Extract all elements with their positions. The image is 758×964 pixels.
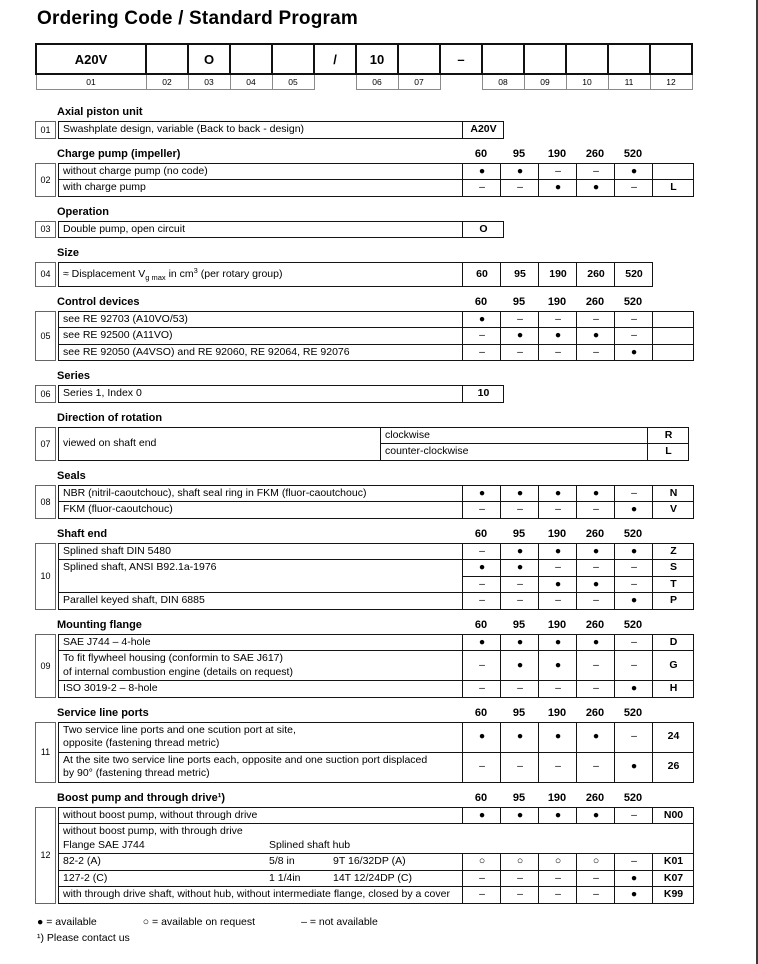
section-07 bbox=[35, 411, 735, 461]
availability-cell: – bbox=[539, 311, 577, 328]
availability-cell: – bbox=[577, 163, 615, 180]
availability-cell: ● bbox=[539, 807, 577, 824]
size-column-header: 520 bbox=[623, 791, 643, 804]
section-number: 10 bbox=[35, 543, 56, 610]
size-column-header: 520 bbox=[623, 527, 643, 540]
size-column-header: 95 bbox=[512, 706, 526, 719]
availability-cell: – bbox=[577, 870, 615, 887]
availability-cell: ● bbox=[501, 328, 539, 345]
ordering-code-cell bbox=[146, 44, 188, 74]
availability-cell: – bbox=[577, 502, 615, 519]
size-column-header: 95 bbox=[512, 618, 526, 631]
availability-cell: ● bbox=[615, 752, 653, 782]
availability-cell: – bbox=[463, 502, 501, 519]
rotation-direction-label: counter-clockwise bbox=[381, 444, 648, 461]
legend-available: ● = available bbox=[37, 915, 97, 928]
section-heading: Service line ports bbox=[57, 706, 149, 719]
section-10 bbox=[35, 527, 735, 610]
row-label: with charge pump bbox=[59, 180, 463, 197]
code-cell: 24 bbox=[653, 722, 694, 752]
availability-cell: – bbox=[539, 344, 577, 361]
availability-cell: – bbox=[463, 752, 501, 782]
ordering-code-cell bbox=[608, 44, 650, 74]
availability-cell: – bbox=[501, 576, 539, 593]
availability-cell: ● bbox=[577, 485, 615, 502]
row-label: Two service line ports and one scution port at site, opposite (fastening thread metric) bbox=[59, 722, 463, 752]
row-label: without boost pump, with through drive Flange SAE J744 Splined shaft hub bbox=[59, 824, 694, 854]
section-heading: Series bbox=[57, 370, 91, 382]
availability-cell: ● bbox=[615, 502, 653, 519]
code-cell: P bbox=[653, 593, 694, 610]
availability-cell: ● bbox=[577, 634, 615, 651]
row-label: SAE J744 – 4-hole bbox=[59, 634, 463, 651]
row-label: ≈ Displacement $V_{g max}$ in $cm^3$ (per rotary group) bbox=[59, 263, 463, 287]
ordering-code-position: 03 bbox=[188, 74, 230, 90]
availability-cell: – bbox=[615, 722, 653, 752]
availability-cell: – bbox=[463, 344, 501, 361]
size-column-header: 260 bbox=[585, 706, 605, 719]
availability-cell: – bbox=[615, 634, 653, 651]
availability-cell: ● bbox=[539, 722, 577, 752]
availability-cell: ● bbox=[615, 681, 653, 698]
section-02 bbox=[35, 147, 735, 197]
size-column-header: 95 bbox=[512, 527, 526, 540]
section-number: 01 bbox=[35, 121, 56, 139]
availability-cell: – bbox=[501, 752, 539, 782]
ordering-sections bbox=[35, 105, 735, 904]
ordering-code-cell bbox=[230, 44, 272, 74]
section-table bbox=[58, 262, 653, 287]
row-label: FKM (fluor-caoutchouc) bbox=[59, 502, 463, 519]
availability-cell: ● bbox=[501, 634, 539, 651]
availability-cell: – bbox=[539, 502, 577, 519]
availability-cell: – bbox=[577, 311, 615, 328]
row-label: Splined shaft DIN 5480 bbox=[59, 543, 463, 560]
availability-cell: ● bbox=[501, 485, 539, 502]
code-cell: L bbox=[653, 180, 694, 197]
availability-cell: – bbox=[463, 328, 501, 345]
availability-cell: – bbox=[615, 854, 653, 871]
row-label: NBR (nitril-caoutchouc), shaft seal ring in FKM (fluor-caoutchouc) bbox=[59, 485, 463, 502]
footnote-contact-us: ¹) Please contact us bbox=[37, 931, 130, 944]
size-column-header: 520 bbox=[623, 295, 643, 308]
availability-cell: – bbox=[501, 180, 539, 197]
ordering-code-cell: – bbox=[440, 44, 482, 74]
code-cell: R bbox=[648, 427, 689, 444]
hub-size: 1 1/4in bbox=[269, 871, 301, 884]
ordering-code-position: 07 bbox=[398, 74, 440, 90]
availability-cell: – bbox=[577, 752, 615, 782]
ordering-code-position: 08 bbox=[482, 74, 524, 90]
availability-cell: ● bbox=[615, 344, 653, 361]
ordering-code-position: 10 bbox=[566, 74, 608, 90]
availability-cell: – bbox=[539, 887, 577, 904]
ordering-code-position: 06 bbox=[356, 74, 398, 90]
availability-cell: – bbox=[577, 887, 615, 904]
section-table bbox=[58, 807, 694, 904]
availability-cell: ● bbox=[501, 651, 539, 681]
ordering-code-position: 04 bbox=[230, 74, 272, 90]
section-08 bbox=[35, 469, 735, 519]
size-value-cell: 60 bbox=[463, 263, 501, 287]
section-table bbox=[58, 221, 504, 239]
code-cell bbox=[653, 163, 694, 180]
section-heading: Axial piston unit bbox=[57, 106, 143, 118]
section-table bbox=[58, 722, 694, 783]
section-number: 03 bbox=[35, 221, 56, 239]
availability-cell: ● bbox=[615, 543, 653, 560]
ordering-code-cell: / bbox=[314, 44, 356, 74]
ordering-code-positions-row bbox=[36, 74, 692, 90]
code-cell bbox=[653, 344, 694, 361]
ordering-code-position: 05 bbox=[272, 74, 314, 90]
size-column-header: 60 bbox=[474, 706, 488, 719]
section-table bbox=[58, 485, 694, 519]
size-column-header: 520 bbox=[623, 147, 643, 160]
ordering-code-cell bbox=[398, 44, 440, 74]
section-number: 08 bbox=[35, 485, 56, 519]
availability-cell: – bbox=[577, 681, 615, 698]
code-cell: O bbox=[463, 221, 504, 238]
size-column-headers bbox=[462, 295, 652, 309]
section-number: 05 bbox=[35, 311, 56, 362]
availability-cell: – bbox=[615, 180, 653, 197]
availability-cell: ● bbox=[539, 543, 577, 560]
size-column-header: 60 bbox=[474, 791, 488, 804]
code-cell: 10 bbox=[463, 386, 504, 403]
section-number: 04 bbox=[35, 262, 56, 287]
ordering-code-cell bbox=[650, 44, 692, 74]
availability-cell: ● bbox=[501, 163, 539, 180]
availability-cell: – bbox=[463, 887, 501, 904]
availability-cell: ● bbox=[615, 593, 653, 610]
code-cell: Z bbox=[653, 543, 694, 560]
code-cell: V bbox=[653, 502, 694, 519]
size-column-headers bbox=[462, 618, 652, 632]
availability-cell: ● bbox=[501, 807, 539, 824]
size-column-headers bbox=[462, 147, 652, 161]
availability-cell: ● bbox=[577, 576, 615, 593]
page-title: Ordering Code / Standard Program bbox=[37, 8, 359, 29]
section-05 bbox=[35, 295, 735, 362]
availability-cell: ● bbox=[463, 560, 501, 577]
row-label: Swashplate design, variable (Back to back - design) bbox=[59, 122, 463, 139]
availability-cell: – bbox=[615, 807, 653, 824]
availability-cell: ○ bbox=[539, 854, 577, 871]
availability-cell: ● bbox=[463, 311, 501, 328]
ordering-code-cell bbox=[482, 44, 524, 74]
availability-cell: – bbox=[615, 328, 653, 345]
ordering-code-cell: A20V bbox=[36, 44, 146, 74]
size-value-cell: 95 bbox=[501, 263, 539, 287]
availability-cell: – bbox=[539, 163, 577, 180]
section-number: 11 bbox=[35, 722, 56, 783]
availability-cell: – bbox=[577, 593, 615, 610]
ordering-code-cell bbox=[524, 44, 566, 74]
code-cell: 26 bbox=[653, 752, 694, 782]
availability-cell: – bbox=[501, 870, 539, 887]
row-label: Double pump, open circuit bbox=[59, 221, 463, 238]
size-column-header: 190 bbox=[547, 706, 567, 719]
availability-cell: ● bbox=[463, 485, 501, 502]
availability-cell: – bbox=[501, 311, 539, 328]
flange-column-header: Flange SAE J744 bbox=[63, 838, 145, 851]
availability-cell: – bbox=[501, 887, 539, 904]
size-column-header: 190 bbox=[547, 791, 567, 804]
code-cell: L bbox=[648, 444, 689, 461]
availability-cell: ● bbox=[539, 328, 577, 345]
code-cell: N bbox=[653, 485, 694, 502]
availability-cell: ● bbox=[615, 163, 653, 180]
availability-cell: ● bbox=[539, 576, 577, 593]
availability-cell: – bbox=[463, 681, 501, 698]
section-table bbox=[58, 427, 689, 461]
section-heading: Control devices bbox=[57, 295, 140, 308]
availability-cell: ● bbox=[539, 180, 577, 197]
availability-cell: – bbox=[501, 593, 539, 610]
size-value-cell: 520 bbox=[615, 263, 653, 287]
availability-cell: – bbox=[615, 576, 653, 593]
section-table bbox=[58, 543, 694, 610]
section-11 bbox=[35, 706, 735, 783]
section-number: 06 bbox=[35, 385, 56, 403]
ordering-code-cell bbox=[566, 44, 608, 74]
availability-cell: ● bbox=[463, 163, 501, 180]
section-table bbox=[58, 163, 694, 197]
availability-cell: – bbox=[539, 870, 577, 887]
hub-size: 5/8 in bbox=[269, 855, 295, 867]
availability-cell: ● bbox=[539, 651, 577, 681]
availability-cell: – bbox=[463, 651, 501, 681]
size-value-cell: 190 bbox=[539, 263, 577, 287]
size-column-header: 190 bbox=[547, 618, 567, 631]
code-cell: K07 bbox=[653, 870, 694, 887]
availability-cell: ○ bbox=[577, 854, 615, 871]
ordering-code-position: 09 bbox=[524, 74, 566, 90]
availability-cell: ● bbox=[463, 807, 501, 824]
size-column-header: 260 bbox=[585, 295, 605, 308]
row-label: 82-2 (A) 5/8 in 9T 16/32DP (A) bbox=[59, 854, 463, 871]
size-column-header: 520 bbox=[623, 706, 643, 719]
size-column-header: 260 bbox=[585, 147, 605, 160]
availability-cell: – bbox=[615, 311, 653, 328]
availability-cell: – bbox=[539, 681, 577, 698]
availability-cell: – bbox=[501, 681, 539, 698]
row-label: without charge pump (no code) bbox=[59, 163, 463, 180]
availability-cell: ● bbox=[501, 543, 539, 560]
availability-cell: ○ bbox=[463, 854, 501, 871]
size-column-headers bbox=[462, 791, 652, 805]
section-12 bbox=[35, 791, 735, 904]
flange-type: 82-2 (A) bbox=[63, 855, 101, 867]
section-03 bbox=[35, 205, 735, 239]
section-heading: Seals bbox=[57, 469, 86, 482]
ordering-code-position: 02 bbox=[146, 74, 188, 90]
section-heading: Shaft end bbox=[57, 527, 108, 540]
row-label: viewed on shaft end bbox=[59, 427, 381, 460]
size-column-headers bbox=[462, 706, 652, 720]
size-column-header: 60 bbox=[474, 295, 488, 308]
code-cell: D bbox=[653, 634, 694, 651]
row-label: see RE 92050 (A4VSO) and RE 92060, RE 92064, RE 92076 bbox=[59, 344, 463, 361]
availability-cell: ● bbox=[463, 722, 501, 752]
code-cell bbox=[653, 311, 694, 328]
code-cell: A20V bbox=[463, 122, 504, 139]
code-cell: G bbox=[653, 651, 694, 681]
availability-cell: – bbox=[615, 560, 653, 577]
availability-cell: ● bbox=[539, 485, 577, 502]
legend-not-available: – = not available bbox=[301, 915, 378, 928]
availability-cell: – bbox=[463, 593, 501, 610]
section-table bbox=[58, 311, 694, 362]
code-cell bbox=[653, 328, 694, 345]
code-cell: N00 bbox=[653, 807, 694, 824]
availability-cell: – bbox=[463, 180, 501, 197]
code-cell: K99 bbox=[653, 887, 694, 904]
availability-cell: – bbox=[615, 485, 653, 502]
size-value-cell: 260 bbox=[577, 263, 615, 287]
rotation-direction-label: clockwise bbox=[381, 427, 648, 444]
section-09 bbox=[35, 618, 735, 698]
availability-cell: ● bbox=[577, 807, 615, 824]
code-cell: T bbox=[653, 576, 694, 593]
availability-cell: – bbox=[539, 593, 577, 610]
availability-cell: – bbox=[463, 870, 501, 887]
availability-cell: ● bbox=[463, 634, 501, 651]
ordering-code-position: 12 bbox=[650, 74, 692, 90]
availability-cell: ● bbox=[577, 543, 615, 560]
section-number: 12 bbox=[35, 807, 56, 904]
ordering-code-position bbox=[440, 74, 482, 90]
availability-cell: ● bbox=[577, 180, 615, 197]
row-label: without boost pump, without through drive bbox=[59, 807, 463, 824]
availability-cell: – bbox=[539, 752, 577, 782]
availability-cell: – bbox=[577, 651, 615, 681]
section-heading: Mounting flange bbox=[57, 618, 142, 631]
ordering-code-cell bbox=[272, 44, 314, 74]
size-column-header: 260 bbox=[585, 791, 605, 804]
legend-available-on-request: ○ = available on request bbox=[142, 915, 256, 928]
ordering-code-values-row bbox=[36, 44, 692, 74]
section-04 bbox=[35, 246, 735, 287]
size-column-header: 95 bbox=[512, 295, 526, 308]
size-column-header: 190 bbox=[547, 295, 567, 308]
ordering-code-position bbox=[314, 74, 356, 90]
row-label: see RE 92703 (A10VO/53) bbox=[59, 311, 463, 328]
row-label: with through drive shaft, without hub, without intermediate flange, closed by a cover bbox=[59, 887, 463, 904]
code-cell: K01 bbox=[653, 854, 694, 871]
size-column-header: 260 bbox=[585, 527, 605, 540]
row-label: At the site two service line ports each, opposite and one suction port displaced by 90° (fastening thread metric) bbox=[59, 752, 463, 782]
availability-cell: ● bbox=[577, 722, 615, 752]
row-label: Series 1, Index 0 bbox=[59, 386, 463, 403]
ordering-code-table bbox=[35, 43, 693, 90]
code-cell: S bbox=[653, 560, 694, 577]
section-number: 07 bbox=[35, 427, 56, 461]
size-column-header: 520 bbox=[623, 618, 643, 631]
row-label: see RE 92500 (A11VO) bbox=[59, 328, 463, 345]
section-number: 09 bbox=[35, 634, 56, 698]
ordering-code-cell: O bbox=[188, 44, 230, 74]
size-column-header: 60 bbox=[474, 527, 488, 540]
availability-legend bbox=[35, 916, 735, 928]
availability-cell: ● bbox=[615, 887, 653, 904]
availability-cell: ● bbox=[577, 328, 615, 345]
section-06 bbox=[35, 369, 735, 403]
availability-cell: ● bbox=[501, 722, 539, 752]
availability-cell: – bbox=[501, 502, 539, 519]
availability-cell: – bbox=[463, 543, 501, 560]
row-label: To fit flywheel housing (conformin to SAE J617) of internal combustion engine (details on request) bbox=[59, 651, 463, 681]
code-cell: H bbox=[653, 681, 694, 698]
availability-cell: ● bbox=[539, 634, 577, 651]
row-label: Splined shaft, ANSI B92.1a-1976 bbox=[59, 560, 463, 593]
size-column-header: 190 bbox=[547, 147, 567, 160]
availability-cell: – bbox=[463, 576, 501, 593]
section-heading: Size bbox=[57, 247, 80, 259]
availability-cell: – bbox=[539, 560, 577, 577]
availability-cell: ○ bbox=[501, 854, 539, 871]
row-label: ISO 3019-2 – 8-hole bbox=[59, 681, 463, 698]
size-column-header: 60 bbox=[474, 618, 488, 631]
section-number: 02 bbox=[35, 163, 56, 197]
section-heading: Charge pump (impeller) bbox=[57, 147, 181, 160]
availability-cell: – bbox=[577, 560, 615, 577]
size-column-header: 60 bbox=[474, 147, 488, 160]
size-column-header: 190 bbox=[547, 527, 567, 540]
size-column-header: 95 bbox=[512, 147, 526, 160]
row-label: 127-2 (C) 1 1/4in 14T 12/24DP (C) bbox=[59, 870, 463, 887]
ordering-code-position: 11 bbox=[608, 74, 650, 90]
section-table bbox=[58, 634, 694, 698]
size-column-header: 260 bbox=[585, 618, 605, 631]
flange-type: 127-2 (C) bbox=[63, 871, 108, 884]
ordering-code-position: 01 bbox=[36, 74, 146, 90]
size-column-header: 95 bbox=[512, 791, 526, 804]
ordering-code-cell: 10 bbox=[356, 44, 398, 74]
section-heading: Direction of rotation bbox=[57, 411, 163, 424]
section-table bbox=[58, 121, 504, 139]
section-01 bbox=[35, 105, 735, 139]
availability-cell: – bbox=[577, 344, 615, 361]
section-heading: Operation bbox=[57, 205, 109, 218]
availability-cell: – bbox=[501, 344, 539, 361]
row-label: Parallel keyed shaft, DIN 6885 bbox=[59, 593, 463, 610]
section-heading: Boost pump and through drive¹) bbox=[57, 791, 226, 804]
section-table bbox=[58, 385, 504, 403]
size-column-headers bbox=[462, 527, 652, 541]
availability-cell: ● bbox=[501, 560, 539, 577]
availability-cell: – bbox=[615, 651, 653, 681]
availability-cell: ● bbox=[615, 870, 653, 887]
